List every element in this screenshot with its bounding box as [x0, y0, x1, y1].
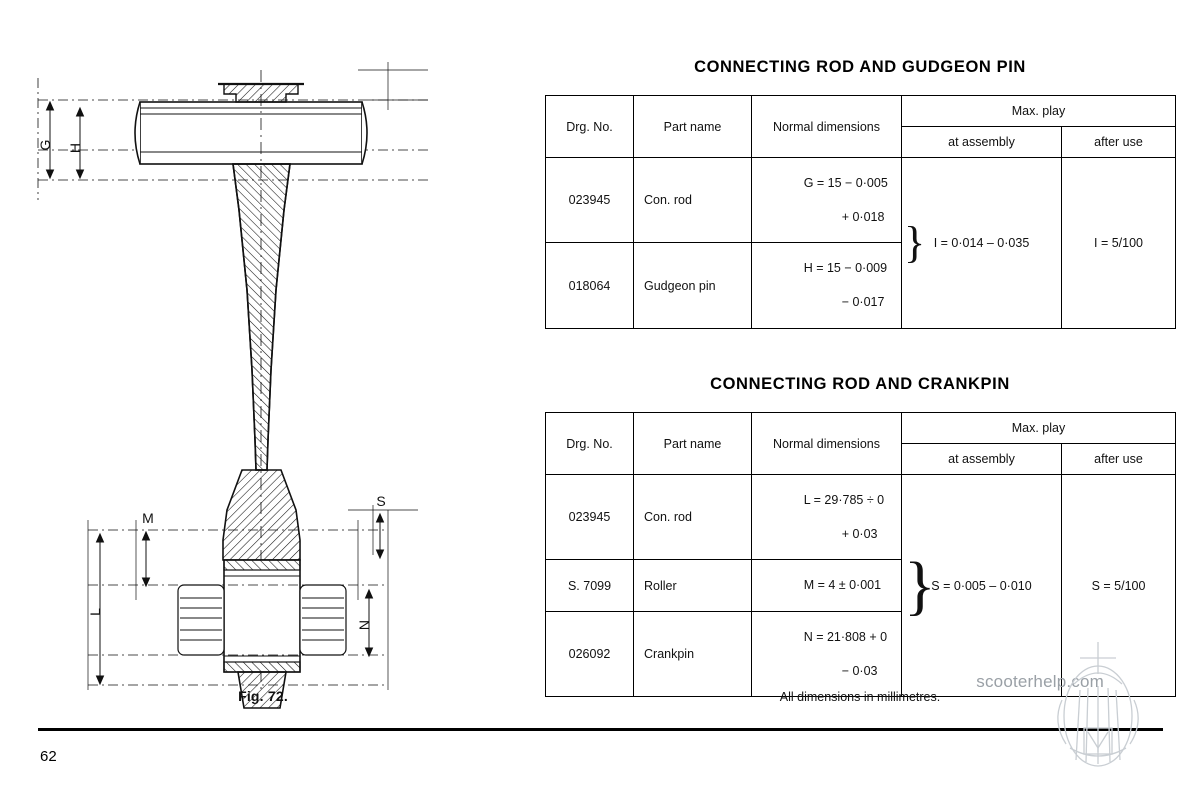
- cell-at-assembly: [902, 475, 1062, 697]
- at-assembly-value: I = 0·014 – 0·035: [933, 235, 1030, 250]
- figure-label-m: M: [142, 510, 154, 526]
- cell-after-use: S = 5/100: [1062, 475, 1176, 697]
- cell-normal-dimensions: [752, 560, 902, 612]
- normal-dim-line1: N = 21·808 + 0: [803, 629, 888, 644]
- dimensions-footnote: All dimensions in millimetres.: [779, 690, 941, 704]
- cell-drg-no: 026092: [546, 612, 634, 697]
- header-normal-dimensions: Normal dimensions: [752, 413, 902, 475]
- cell-part-name: Roller: [634, 560, 752, 612]
- page-number: 62: [40, 748, 57, 765]
- header-normal-dimensions: Normal dimensions: [752, 96, 902, 158]
- figure-label-h: H: [67, 142, 83, 154]
- header-after-use: after use: [1062, 127, 1176, 158]
- header-max-play: Max. play: [902, 413, 1176, 444]
- header-at-assembly: at assembly: [902, 127, 1062, 158]
- normal-dim-line2: + 0·018: [841, 209, 885, 224]
- cell-drg-no: 018064: [546, 243, 634, 328]
- header-drg-no: Drg. No.: [546, 413, 634, 475]
- table-block-gudgeon-pin: [545, 58, 1175, 329]
- header-after-use: after use: [1062, 444, 1176, 475]
- figure-label-g: G: [37, 139, 53, 151]
- cell-part-name: Gudgeon pin: [634, 243, 752, 328]
- figure-drawing: [28, 40, 498, 720]
- watermark-text: scooterhelp.com: [976, 672, 1104, 691]
- table-title-crankpin: CONNECTING ROD AND CRANKPIN: [710, 375, 1010, 393]
- table-block-crankpin: [545, 375, 1175, 697]
- cell-normal-dimensions: [752, 243, 902, 328]
- cell-drg-no: 023945: [546, 158, 634, 243]
- cell-drg-no: S. 7099: [546, 560, 634, 612]
- cell-part-name: Crankpin: [634, 612, 752, 697]
- header-part-name: Part name: [634, 96, 752, 158]
- cell-at-assembly: [902, 158, 1062, 329]
- normal-dim-line1: L = 29·785 ÷ 0: [803, 492, 885, 507]
- normal-dim-line1: H = 15 − 0·009: [803, 261, 888, 276]
- cell-normal-dimensions: [752, 612, 902, 697]
- brace-glyph: }: [904, 548, 936, 622]
- cell-drg-no: 023945: [546, 475, 634, 560]
- header-max-play: Max. play: [902, 96, 1176, 127]
- normal-dim-line2: + 0·03: [841, 526, 878, 541]
- figure-label-l: L: [87, 608, 103, 616]
- figure-connecting-rod: [28, 40, 498, 720]
- cell-normal-dimensions: [752, 475, 902, 560]
- normal-dim-line2: − 0·017: [841, 295, 885, 309]
- spec-table-crankpin: [545, 412, 1176, 697]
- figure-caption: Fig. 72.: [238, 688, 288, 704]
- normal-dim-line1: M = 4 ± 0·001: [803, 578, 882, 593]
- brace-glyph: }: [904, 217, 926, 267]
- footer-divider: [38, 728, 1163, 731]
- table-row: [546, 158, 1176, 243]
- header-at-assembly: at assembly: [902, 444, 1062, 475]
- figure-label-n: N: [356, 619, 372, 631]
- normal-dim-line1: G = 15 − 0·005: [803, 175, 888, 190]
- table-title-gudgeon-pin: CONNECTING ROD AND GUDGEON PIN: [694, 58, 1026, 76]
- figure-label-s: S: [376, 493, 386, 509]
- cell-part-name: Con. rod: [634, 475, 752, 560]
- header-part-name: Part name: [634, 413, 752, 475]
- header-drg-no: Drg. No.: [546, 96, 634, 158]
- table-row: [546, 475, 1176, 560]
- normal-dim-line2: − 0·03: [841, 663, 878, 678]
- cell-normal-dimensions: [752, 158, 902, 243]
- spec-table-gudgeon-pin: [545, 95, 1176, 329]
- cell-after-use: I = 5/100: [1062, 158, 1176, 329]
- at-assembly-value: S = 0·005 – 0·010: [931, 578, 1032, 593]
- cell-part-name: Con. rod: [634, 158, 752, 243]
